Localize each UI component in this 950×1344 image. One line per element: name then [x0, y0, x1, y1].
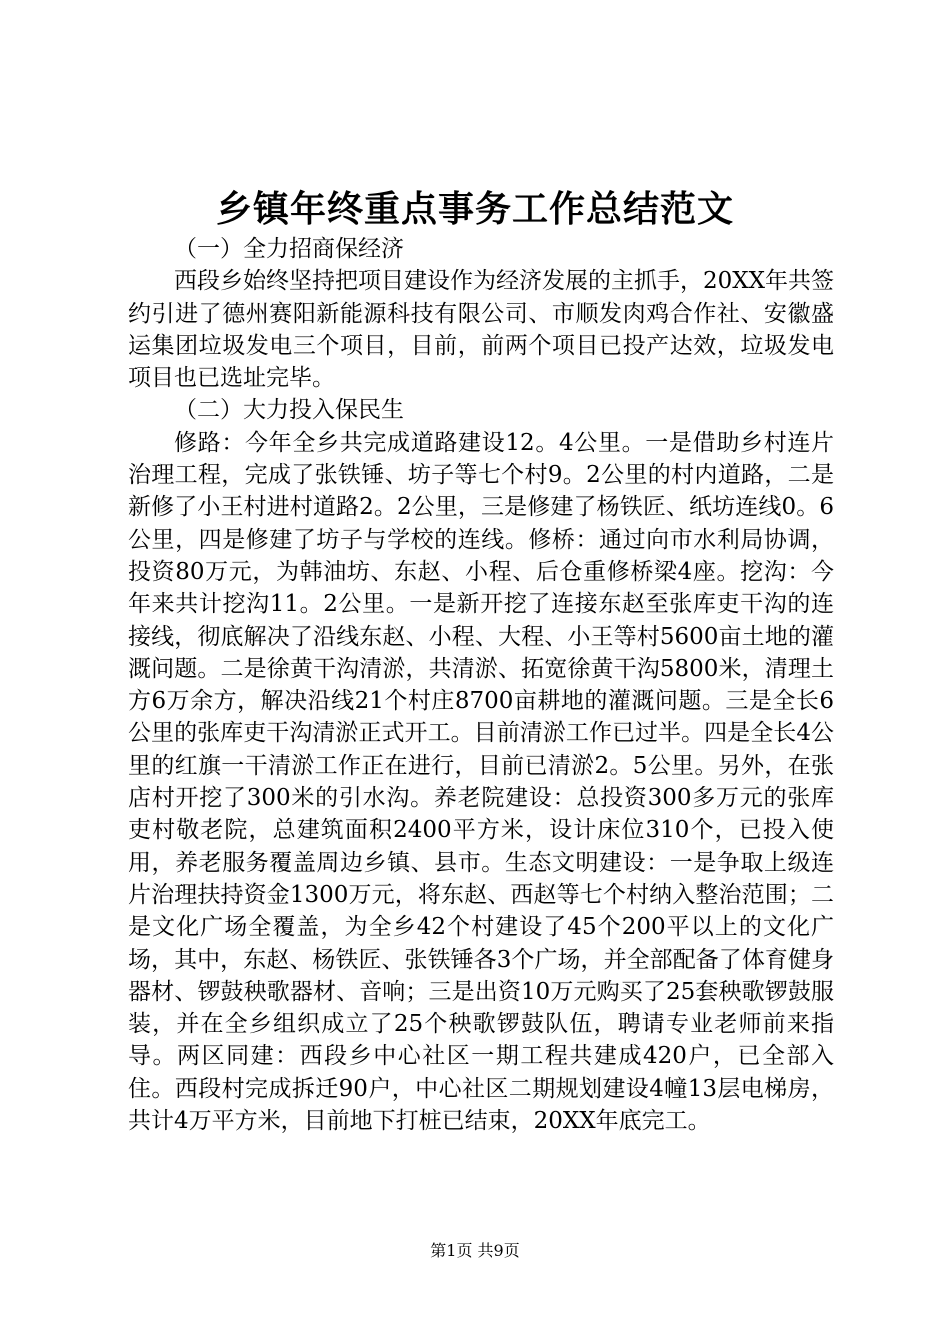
paragraph-investment: 西段乡始终坚持把项目建设作为经济发展的主抓手，20XX年共签约引进了德州赛阳新能源科技有限公司、市顺发肉鸡合作社、安徽盛运集团垃圾发电三个项目，目前，前两个项目已投产达效，垃圾发电项目也已选址完毕。 — [128, 268, 835, 392]
section-heading-investment: （一）全力招商保经济 — [174, 236, 404, 262]
document-title: 乡镇年终重点事务工作总结范文 — [215, 188, 734, 230]
document-body — [128, 233, 834, 1137]
paragraph-livelihood: 修路：今年全乡共完成道路建设12。4公里。一是借助乡村连片治理工程，完成了张铁锤、坊子等七个村9。2公里的村内道路，二是新修了小王村进村道路2。2公里，三是修建了杨铁匠、纸坊连线0。6公里，四是修建了坊子与学校的连线。修桥：通过向市水利局协调，投资80万元，为韩油坊、东赵、小程、后仓重修桥梁4座。挖沟：今年来共计挖沟11。2公里。一是新开挖了连接东赵至张库吏干沟的连接线，彻底解决了沿线东赵、小程、大程、小王等村5600亩土地的灌溉问题。二是徐黄干沟清淤，共清淤、拓宽徐黄干沟5800米，清理土方6万余方，解决沿线21个村庄8700亩耕地的灌溉问题。三是全长6公里的张库吏干沟清淤正式开工。目前清淤工作已过半。四是全长4公里的红旗一干清淤工作正在进行，目前已清淤2。5公里。另外，在张店村开挖了300米的引水沟。养老院建设：总投资300多万元的张库吏村敬老院，总建筑面积2400平方米，设计床位310个，已投入使用，养老服务覆盖周边乡镇、县市。生态文明建设：一是争取上级连片治理扶持资金1300万元，将东赵、西赵等七个村纳入整治范围；二是文化广场全覆盖，为全乡42个村建设了45个200平以上的文化广场，其中，东赵、杨铁匠、张铁锤各3个广场，并全部配备了体育健身器材、锣鼓秧歌器材、音响；三是出资10万元购买了25套秧歌锣鼓服装，并在全乡组织成立了25个秧歌锣鼓队伍，聘请专业老师前来指导。两区同建：西段乡中心社区一期工程共建成420户，已全部入住。西段村完成拆迁90户，中心社区二期规划建设4幢13层电梯房，共计4万平方米，目前地下打桩已结束，20XX年底完工。 — [128, 429, 834, 1135]
page-number-footer: 第1页 共9页 — [430, 1241, 520, 1260]
section-heading-livelihood: （二）大力投入保民生 — [174, 397, 404, 424]
